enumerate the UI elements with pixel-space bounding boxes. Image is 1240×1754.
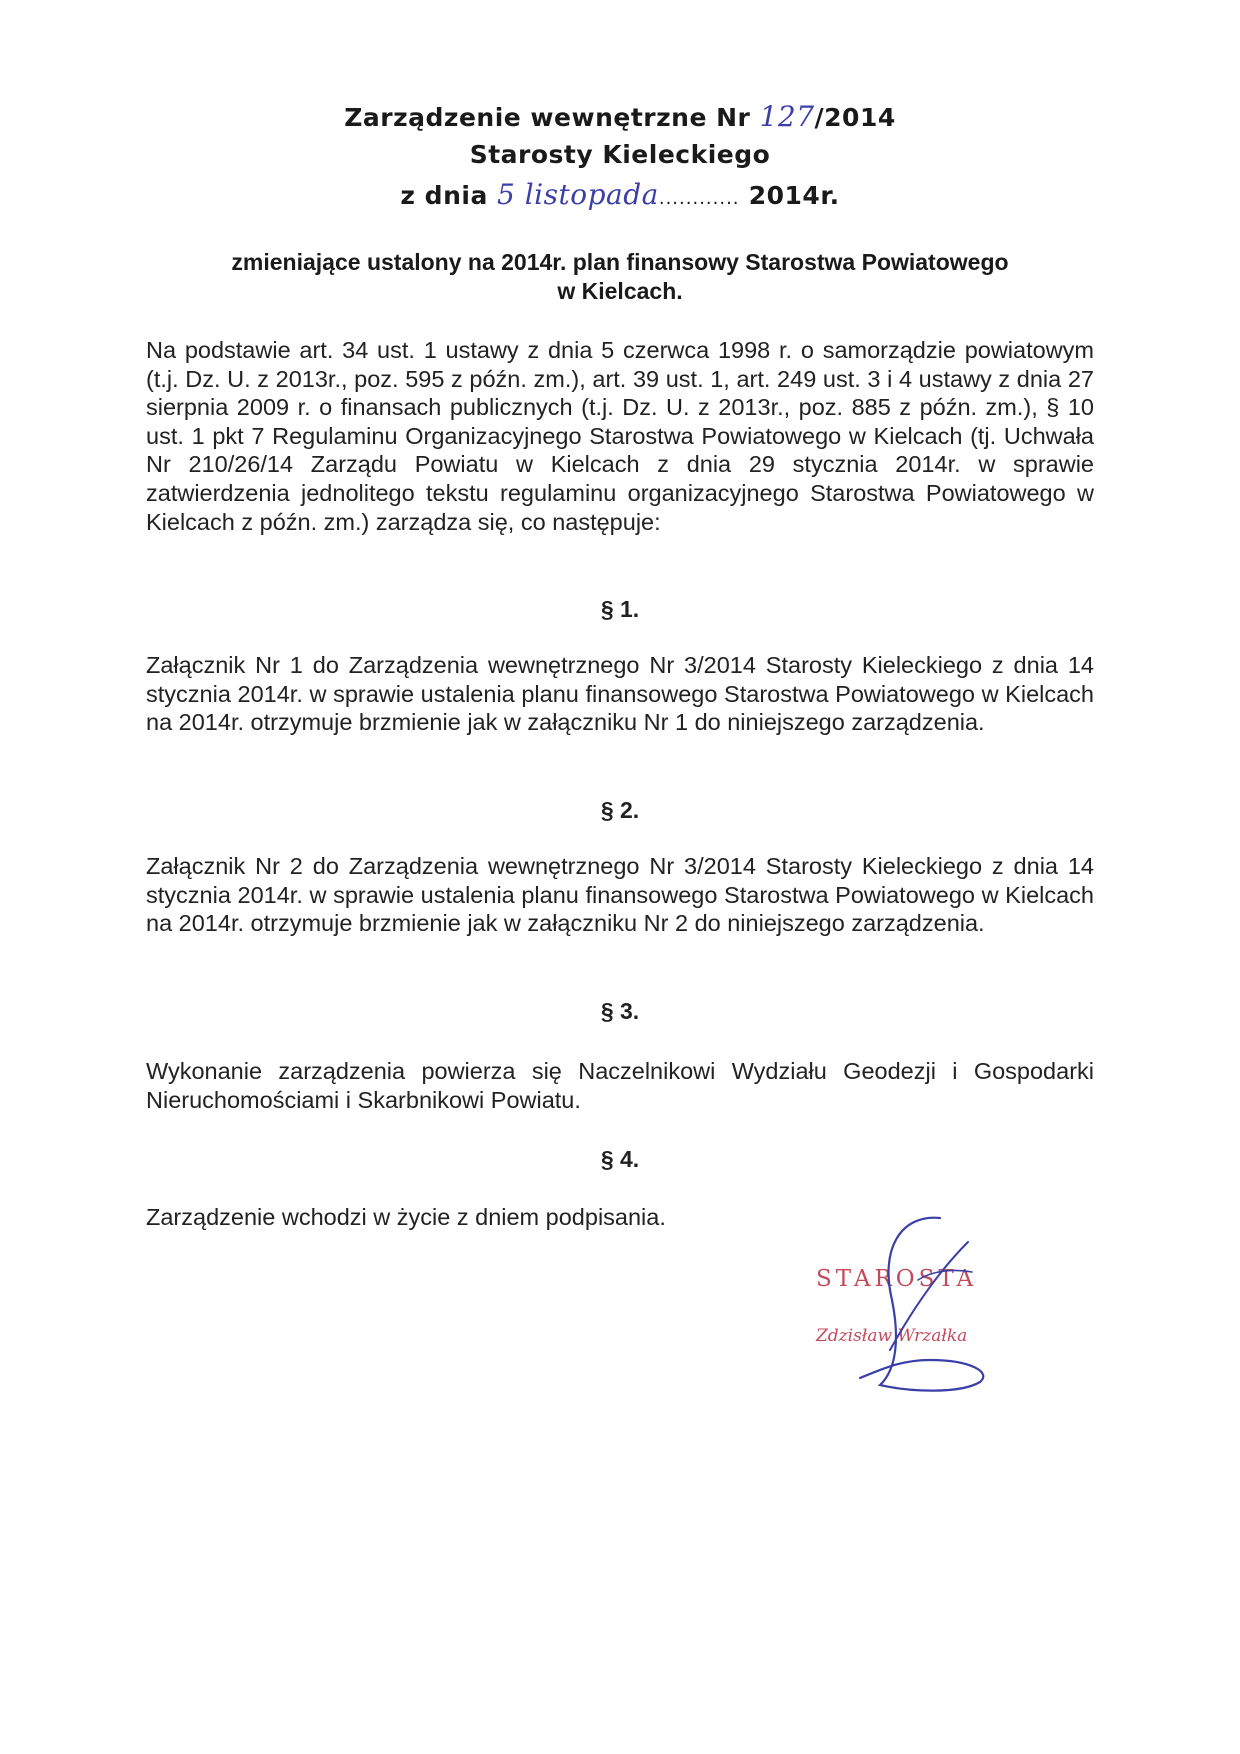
- section-4-text: Zarządzenie wchodzi w życie z dniem podpisania.: [146, 1204, 666, 1230]
- legal-basis-paragraph: Na podstawie art. 34 ust. 1 ustawy z dnia 5 czerwca 1998 r. o samorządzie powiatowym (t.j. Dz. U. z 2013r., poz. 595 z późn. zm.), art. 39 ust. 1, art. 249 ust. 3 i 4 ustawy z dnia 27 sierpnia 2009 r. o finansach publicznych (t.j. Dz. U. z 2013r., poz. 885 z późn. zm.), § 10 ust. 1 pkt 7 Regulaminu Organizacyjnego Starostwa Powiatowego w Kielcach (tj. Uchwała Nr 210/26/14 Zarządu Powiatu w Kielcach z dnia 29 stycznia 2014r. w sprawie zatwierdzenia jednolitego tekstu regulaminu organizacyjnego Starostwa Powiatowego w Kielcach z późn. zm.) zarządza się, co następuje:: [146, 337, 1094, 535]
- title-suffix: /2014: [814, 103, 896, 132]
- subject-line-1: zmieniające ustalony na 2014r. plan finansowy Starostwa Powiatowego: [231, 249, 1009, 275]
- date-line: [0, 178, 1240, 211]
- date-dots: ............: [658, 188, 740, 209]
- document-title: [0, 100, 1240, 133]
- stamp-name: Zdzisław Wrzałka: [816, 1326, 968, 1346]
- section-2-heading: § 2.: [600, 797, 640, 823]
- handwritten-date: 5 listopada: [497, 178, 659, 211]
- official-stamp: [800, 1210, 1000, 1400]
- issuer-line: Starosty Kieleckiego: [469, 140, 771, 169]
- title-prefix: Zarządzenie wewnętrzne Nr: [344, 103, 760, 132]
- stamp-title: STAROSTA: [816, 1266, 978, 1292]
- section-3-heading: § 3.: [600, 998, 640, 1024]
- date-suffix: 2014r.: [739, 181, 840, 210]
- section-3-text: Wykonanie zarządzenia powierza się Naczelnikowi Wydziału Geodezji i Gospodarki Nieruchomościami i Skarbnikowi Powiatu.: [146, 1058, 1094, 1113]
- date-prefix: z dnia: [400, 181, 498, 210]
- section-1-text: Załącznik Nr 1 do Zarządzenia wewnętrznego Nr 3/2014 Starosty Kieleckiego z dnia 14 stycznia 2014r. w sprawie ustalenia planu finansowego Starostwa Powiatowego w Kielcach na 2014r. otrzymuje brzmienie jak w załączniku Nr 1 do niniejszego zarządzenia.: [146, 652, 1094, 736]
- subject-line-2: w Kielcach.: [557, 278, 683, 304]
- section-2-text: Załącznik Nr 2 do Zarządzenia wewnętrznego Nr 3/2014 Starosty Kieleckiego z dnia 14 stycznia 2014r. w sprawie ustalenia planu finansowego Starostwa Powiatowego w Kielcach na 2014r. otrzymuje brzmienie jak w załączniku Nr 2 do niniejszego zarządzenia.: [146, 853, 1094, 937]
- document-subject: [0, 248, 1240, 306]
- section-1-heading: § 1.: [600, 596, 640, 622]
- handwritten-number: 127: [759, 100, 815, 133]
- section-4-heading: § 4.: [600, 1146, 640, 1172]
- handwritten-signature: [800, 1210, 1000, 1400]
